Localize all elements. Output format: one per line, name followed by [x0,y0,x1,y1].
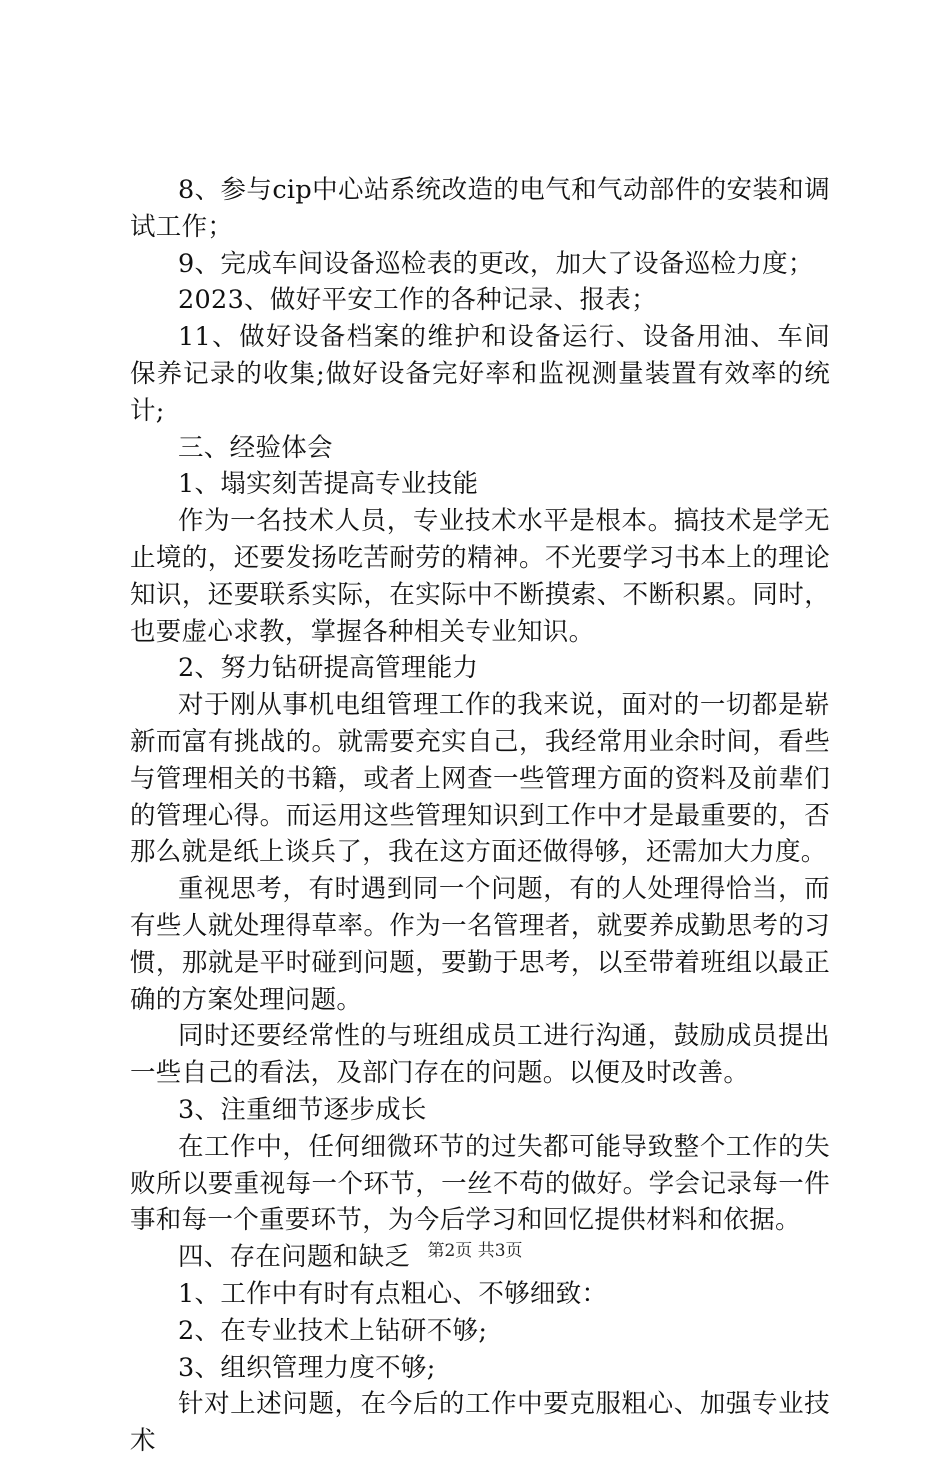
paragraph-item-11: 11、做好设备档案的维护和设备运行、设备用油、车间保养记录的收集;做好设备完好率和监视测量装置有效率的统计; [130,322,830,426]
paragraph-skills: 作为一名技术人员，专业技术水平是根本。搞技术是学无止境的，还要发扬吃苦耐劳的精神。不光要学习书本上的理论知识，还要联系实际，在实际中不断摸索、不断积累。同时，也要虚心求教，掌握各种相关专业知识。 [130,506,830,647]
paragraph-item-9: 9、完成车间设备巡检表的更改，加大了设备巡检力度； [178,248,814,279]
section-heading-experience: 三、经验体会 [178,432,333,463]
paragraph-details: 在工作中，任何细微环节的过失都可能导致整个工作的失败所以要重视每一个环节，一丝不苟的做好。学会记录每一件事和每一个重要环节，为今后学习和回忆提供材料和依据。 [130,1131,830,1236]
document-body [130,172,830,1460]
paragraph-management: 对于刚从事机电组管理工作的我来说，面对的一切都是崭新而富有挑战的。就需要充实自己，我经常用业余时间，看些与管理相关的书籍，或者上网查一些管理方面的资料及前辈们的管理心得。而运用这些管理知识到工作中才是最重要的，否那么就是纸上谈兵了，我在这方面还做得够，还需加大力度。 [130,690,830,868]
problem-item-3: 3、组织管理力度不够; [178,1352,436,1383]
page-number-footer: 第2页 共3页 [427,1241,523,1261]
subheading-skills: 1、塌实刻苦提高专业技能 [178,469,479,500]
subheading-details: 3、注重细节逐步成长 [178,1094,427,1125]
problem-item-2: 2、在专业技术上钻研不够; [178,1315,488,1346]
paragraph-remedy: 针对上述问题，在今后的工作中要克服粗心、加强专业技术 [130,1389,830,1457]
paragraph-thinking: 重视思考，有时遇到同一个问题，有的人处理得恰当，而有些人就处理得草率。作为一名管理者，就要养成勤思考的习惯，那就是平时碰到问题，要勤于思考，以至带着班组以最正确的方案处理问题。 [130,874,830,1015]
problem-item-1: 1、工作中有时有点粗心、不够细致： [178,1278,608,1309]
paragraph-communication: 同时还要经常性的与班组成员工进行沟通，鼓励成员提出一些自己的看法，及部门存在的问题。以便及时改善。 [130,1021,830,1089]
paragraph-item-8: 8、参与cip中心站系统改造的电气和气动部件的安装和调试工作； [130,175,830,242]
paragraph-item-10: 2023、做好平安工作的各种记录、报表； [178,285,657,316]
subheading-management: 2、努力钻研提高管理能力 [178,653,479,684]
section-heading-problems: 四、存在问题和缺乏 [178,1242,411,1273]
